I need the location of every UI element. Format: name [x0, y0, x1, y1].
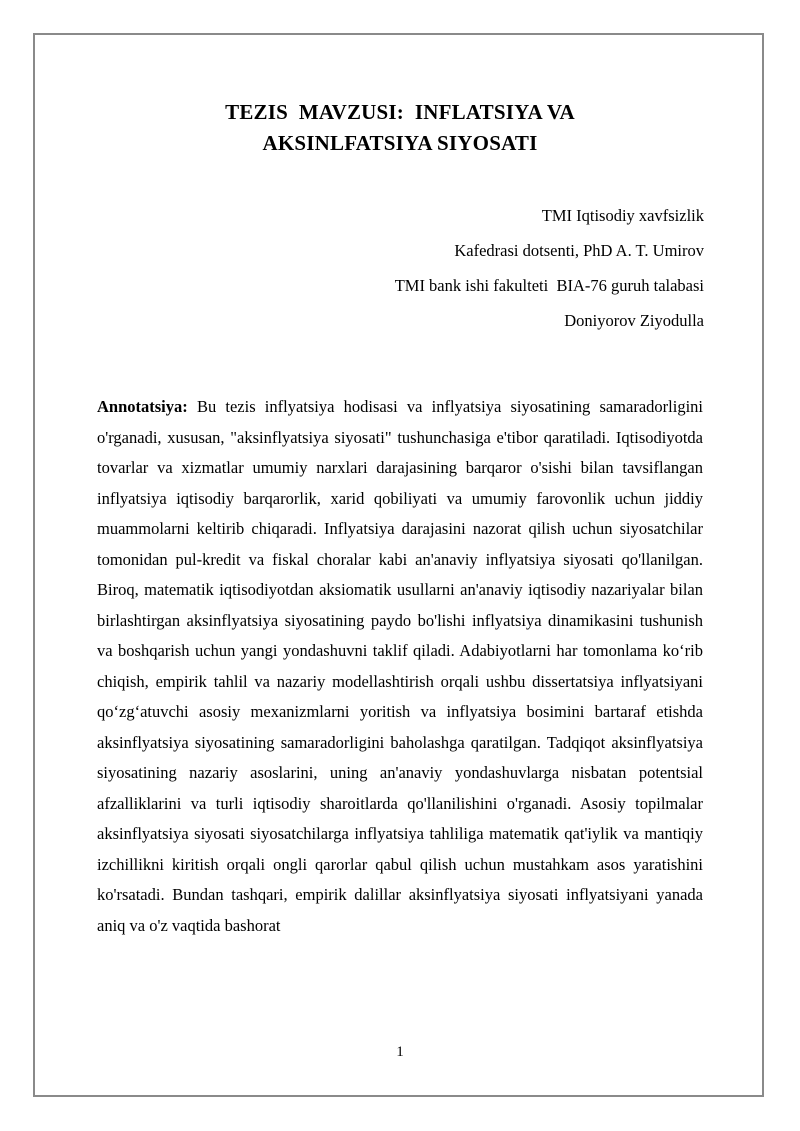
author-supervisor: Kafedrasi dotsenti, PhD A. T. Umirov [454, 241, 704, 260]
author-block [395, 198, 704, 338]
title-line-1: TEZIS MAVZUSI: INFLATSIYA VA [225, 100, 575, 124]
author-affiliation: TMI Iqtisodiy xavfsizlik [541, 206, 704, 225]
author-name: Doniyorov Ziyodulla [564, 311, 704, 330]
abstract-text: Bu tezis inflyatsiya hodisasi va inflyatsiya siyosatining samaradorligini o'rganadi, xususan, "aksinflyatsiya siyosati" tushunchasiga e'tibor qaratiladi. Iqtisodiyotda tovarlar va xizmatlar umumiy narxlari darajasining barqaror o'sishi bilan tavsiflangan inflyatsiya iqtisodiy barqarorlik, xarid qobiliyati va umumiy farovonlik uchun jiddiy muammolarni keltirib chiqaradi. Inflyatsiya darajasini nazorat qilish uchun siyosatchilar tomonidan pul-kredit va fiskal choralar kabi an'anaviy inflyatsiya siyosati qo'llanilgan. Biroq, matematik iqtisodiyotdan aksiomatik usullarni an'anaviy iqtisodiy nazariyalar bilan birlashtirgan aksinflyatsiya siyosatining paydo bo'lishi inflyatsiya dinamikasini tushunish va boshqarish uchun yangi yondashuvni taklif qiladi. Adabiyotlarni har tomonlama ko‘rib chiqish, empirik tahlil va nazariy modellashtirish orqali ushbu dissertatsiya inflyatsiyani qo‘zg‘atuvchi asosiy mexanizmlarni yoritish va inflyatsiya bosimini bartaraf etishda aksinflyatsiya siyosatining samaradorligini baholashga qaratilgan. Tadqiqot aksinflyatsiya siyosatining nazariy asoslarini, uning an'anaviy yondashuvlarga nisbatan potentsial afzalliklarini va turli iqtisodiy sharoitlarda qo'llanilishini o'rganadi. Asosiy topilmalar aksinflyatsiya siyosati siyosatchilarga inflyatsiya tahliliga matematik qat'iylik va mantiqiy izchillikni kiritish orqali ongli qarorlar qabul qilish uchun mustahkam asos yaratishini ko'rsatadi. Bundan tashqari, empirik dalillar aksinflyatsiya siyosati inflyatsiyani yanada aniq va o'z vaqtida bashorat [97, 397, 703, 935]
abstract-label: Annotatsiya: [97, 397, 188, 416]
title-line-2: AKSINLFATSIYA SIYOSATI [262, 131, 538, 155]
document-title [100, 97, 700, 159]
page-number: 1 [396, 1044, 404, 1060]
abstract-paragraph [97, 392, 703, 941]
author-student-group: TMI bank ishi fakulteti BIA-76 guruh talabasi [394, 276, 704, 295]
